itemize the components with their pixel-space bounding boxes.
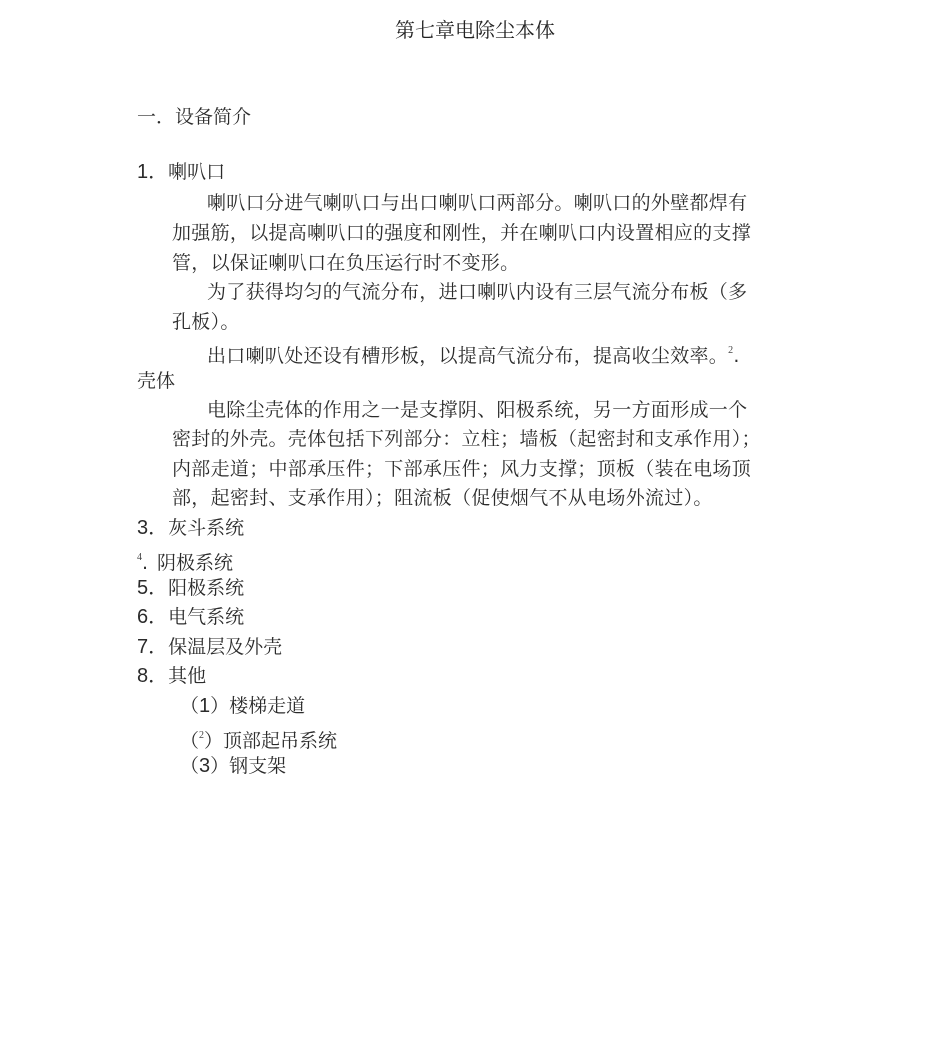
sub-list-open-paren: （ [180, 730, 200, 752]
sub-list-item [180, 722, 337, 755]
list-item [137, 544, 233, 577]
sub-list-close-paren: ） [204, 730, 224, 752]
list-item-number: 7． [137, 636, 169, 658]
list-item-label: 灰斗系统 [168, 517, 245, 539]
sub-list-open-paren: （ [180, 695, 200, 717]
list-item [137, 514, 244, 542]
sub-list-close-paren: ） [210, 695, 230, 717]
list-item [137, 574, 244, 602]
item-2-number: 2 [728, 345, 734, 356]
item-2-paragraph-line-1: 电除尘壳体的作用之一是支撑阴、阳极系统，另一方面形成一个 [207, 399, 748, 421]
item-1-paragraph-1-line-3: 管，以保证喇叭口在负压运行时不变形。 [172, 252, 520, 274]
list-item-number: 3． [137, 517, 169, 539]
sub-list-item [180, 692, 305, 720]
list-item-label: 电气系统 [168, 606, 245, 628]
sub-list-label: 顶部起吊系统 [223, 730, 338, 752]
item-1-paragraph-1-line-2: 加强筋，以提高喇叭口的强度和刚性，并在喇叭口内设置相应的支撑 [172, 222, 752, 244]
item-1-paragraph-3-line-1 [207, 337, 740, 370]
list-item-number: 8． [137, 665, 169, 687]
section-heading: 一．设备简介 [137, 106, 252, 128]
item-2-paragraph-line-4: 部，起密封、支承作用）；阻流板（促使烟气不从电场外流过）。 [172, 487, 713, 509]
item-1-heading [137, 158, 225, 186]
list-item [137, 633, 282, 661]
list-item [137, 603, 244, 631]
sub-list-label: 钢支架 [229, 755, 287, 777]
item-1-label: 喇叭口 [168, 161, 226, 183]
chapter-title: 第七章电除尘本体 [395, 18, 555, 42]
item-1-paragraph-1-line-1: 喇叭口分进气喇叭口与出口喇叭口两部分。喇叭口的外壁都焊有 [207, 192, 748, 214]
item-2-number-separator: . [733, 345, 740, 367]
item-1-number: 1． [137, 161, 169, 183]
sub-list-number: 3 [199, 755, 211, 777]
sub-list-number: 2 [199, 730, 205, 741]
sub-list-close-paren: ） [210, 755, 230, 777]
sub-list-number: 1 [199, 695, 211, 717]
list-item-label: 保温层及外壳 [168, 636, 283, 658]
item-2-paragraph-line-2: 密封的外壳。壳体包括下列部分：立柱；墙板（起密封和支承作用）； [172, 428, 761, 450]
list-item [137, 662, 206, 690]
sub-list-item [180, 752, 286, 780]
list-item-label: 阳极系统 [168, 577, 245, 599]
item-2-paragraph-line-3: 内部走道；中部承压件；下部承压件；风力支撑；顶板（装在电场顶 [172, 458, 752, 480]
list-item-label: 其他 [168, 665, 207, 687]
list-item-number: 4 [137, 552, 142, 563]
sub-list-open-paren: （ [180, 755, 200, 777]
item-2-label: 壳体 [137, 370, 176, 392]
item-1-paragraph-2-line-1: 为了获得均匀的气流分布，进口喇叭内设有三层气流分布板（多 [207, 281, 748, 303]
sub-list-label: 楼梯走道 [229, 695, 306, 717]
list-item-number-separator: . [142, 552, 149, 574]
item-1-paragraph-3-text: 出口喇叭处还设有槽形板，以提高气流分布，提高收尘效率。 [207, 345, 729, 367]
list-item-label: 阴极系统 [157, 552, 234, 574]
list-item-number: 6． [137, 606, 169, 628]
item-1-paragraph-2-line-2: 孔板）。 [172, 311, 240, 333]
list-item-number: 5． [137, 577, 169, 599]
